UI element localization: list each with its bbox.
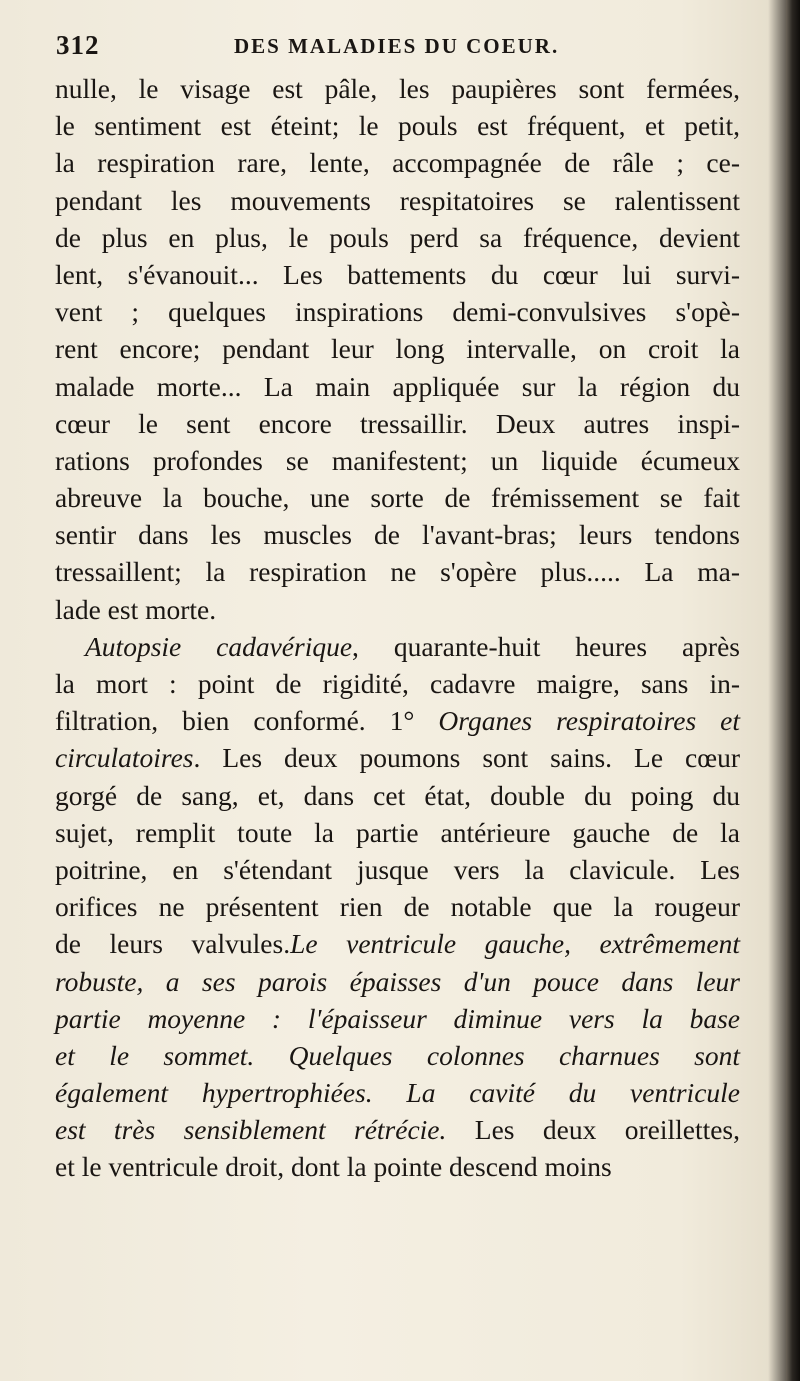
text-line: malade morte... La main appliquée sur la région du [55,370,740,402]
section-heading-organs: Organes respiratoires et [438,705,740,737]
autopsy-line: la mort : point de rigidité, cadavre maigre, sans in- [55,668,740,699]
text-line: cœur le sent encore tressaillir. Deux autres inspi- [55,407,740,439]
page-header [56,30,756,70]
text-line: sentir dans les muscles de l'avant-bras; leurs tendons [55,519,740,551]
autopsy-line: orifices ne présentent rien de notable que la rougeur [55,891,740,923]
book-spine-edge [786,0,800,1381]
autopsy-line-italic: robuste, a ses parois épaisses d'un pouce dans leur [55,965,740,997]
autopsy-text: Les deux oreillettes, [446,1114,741,1146]
autopsy-line-italic: et le sommet. Quelques colonnes charnues sont [55,1039,740,1071]
autopsy-line [55,1111,740,1148]
autopsy-line: et le ventricule droit, dont la pointe descend moins [55,1151,612,1183]
autopsy-line [55,702,740,739]
body-text [55,70,740,1186]
page-number: 312 [56,30,100,60]
autopsy-text: . Les deux poumons sont sains. Le cœur [193,742,740,774]
text-line: rent encore; pendant leur long intervalle, on croit la [55,333,740,365]
text-line: de plus en plus, le pouls perd sa fréquence, devient [55,221,740,253]
italic-passage: est très sensiblement rétrécie. [55,1114,447,1146]
autopsy-text: de leurs valvules. [55,928,291,960]
autopsy-text: , quarante-huit heures après [352,630,740,662]
autopsy-heading: Autopsie cadavérique [85,630,353,662]
text-line: le sentiment est éteint; le pouls est fréquent, et petit, [55,110,740,142]
autopsy-line: poitrine, en s'étendant jusque vers la clavicule. Les [55,853,740,885]
text-line: pendant les mouvements respitatoires se ralentissent [55,184,740,216]
text-line: abreuve la bouche, une sorte de frémissement se fait [55,482,740,514]
text-line: rations profondes se manifestent; un liquide écumeux [55,444,740,476]
text-line: lent, s'évanouit... Les battements du cœur lui survi- [55,258,740,290]
text-line: la respiration rare, lente, accompagnée de râle ; ce- [55,147,740,179]
running-head: DES MALADIES DU COEUR. [234,34,560,58]
autopsy-line [55,628,740,665]
autopsy-line-italic: partie moyenne : l'épaisseur diminue vers la base [55,1002,740,1034]
autopsy-line [55,739,740,776]
text-line: tressaillent; la respiration ne s'opère plus..... La ma- [55,556,740,588]
autopsy-line-italic: également hypertrophiées. La cavité du ventricule [55,1077,740,1109]
section-heading-organs-cont: circulatoires [55,742,194,774]
autopsy-line [55,925,740,962]
autopsy-text: filtration, bien conformé. 1° [55,705,439,737]
text-line: lade est morte. [55,593,217,625]
text-line: vent ; quelques inspirations demi-convulsives s'opè- [55,296,740,328]
autopsy-line: gorgé de sang, et, dans cet état, double du poing du [55,779,740,811]
italic-passage: Le ventricule gauche, extrêmement [290,928,740,960]
text-line: nulle, le visage est pâle, les paupières sont fermées, [55,73,740,104]
autopsy-line: sujet, remplit toute la partie antérieure gauche de la [55,816,740,848]
